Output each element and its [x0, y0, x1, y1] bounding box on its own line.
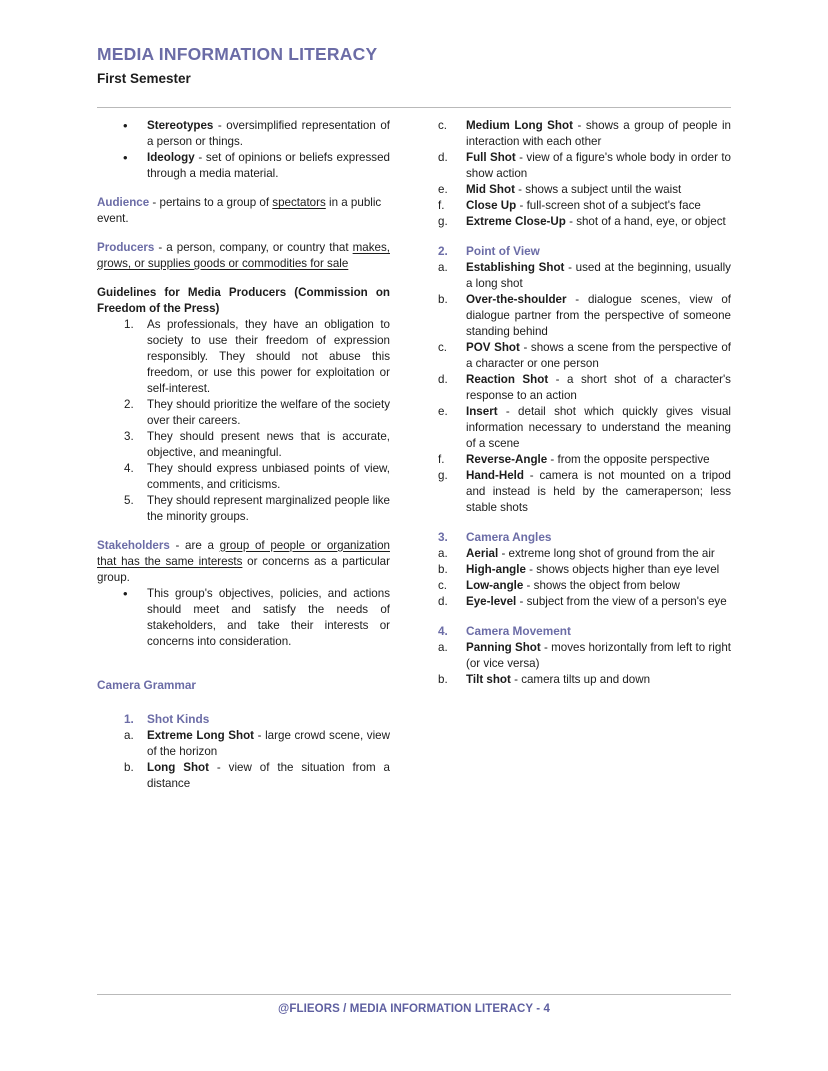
section-point-of-view: 2. Point of View — [438, 243, 731, 259]
term-label: POV Shot — [466, 341, 520, 355]
term-definition: large crowd scene, view of the horizon — [147, 729, 390, 759]
spacer — [97, 227, 390, 240]
term-label: Aerial — [466, 547, 499, 561]
list-item — [97, 760, 390, 792]
list-item — [438, 198, 731, 214]
term-definition: view of the situation from a distance — [147, 761, 390, 791]
list-item — [438, 404, 731, 452]
term-definition: shows objects higher than eye level — [536, 563, 720, 577]
dash: - — [194, 150, 206, 164]
list-item — [438, 292, 731, 340]
term-label: Close Up — [466, 198, 517, 212]
page-footer: @FLIEORS / MEDIA INFORMATION LITERACY - 4 — [278, 1003, 550, 1015]
term-label: Extreme Close-Up — [466, 214, 566, 228]
dash: - — [516, 595, 527, 609]
audience-text-before: pertains to a group of — [159, 195, 273, 209]
dash: - — [213, 119, 227, 132]
dash: - — [149, 195, 160, 209]
list-item — [438, 372, 731, 404]
term-label: Establishing Shot — [466, 261, 565, 275]
term-definition: shot of a hand, eye, or object — [576, 214, 726, 228]
section-camera-movement: 4. Camera Movement — [438, 623, 731, 639]
list-item — [97, 728, 390, 760]
term-label: Hand-Held — [466, 468, 524, 482]
list-item — [438, 150, 731, 182]
stakeholders-paragraph — [97, 538, 390, 586]
producers-text-before: a person, company, or country that — [166, 240, 353, 254]
dash: - — [510, 673, 522, 687]
page-subtitle: First Semester — [97, 70, 191, 86]
audience-term: Audience — [97, 195, 150, 209]
term-definition: shows a group of people in interaction with each other — [466, 119, 731, 148]
term-definition: camera tilts up and down — [521, 673, 651, 687]
stakeholders-term: Stakeholders — [97, 538, 170, 552]
list-item: They should present news that is accurate, objective, and meaningful. — [147, 429, 390, 459]
dash: - — [254, 729, 266, 743]
dash: - — [209, 761, 229, 775]
spacer — [438, 230, 731, 243]
dash: - — [565, 214, 577, 228]
point-of-view-list — [438, 260, 731, 516]
section-camera-angles: 3. Camera Angles — [438, 529, 731, 545]
list-item — [97, 150, 390, 182]
camera-angles-list — [438, 546, 731, 610]
section-shot-kinds: 1. Shot Kinds — [97, 711, 390, 727]
dash: - — [564, 261, 576, 275]
term-definition: shows a subject until the waist — [525, 182, 682, 196]
list-item — [97, 118, 390, 150]
spacer — [97, 525, 390, 538]
term-definition: view of a figure's whole body in order to show action — [466, 150, 731, 180]
list-item — [438, 562, 731, 578]
dash: - — [515, 150, 527, 164]
term-definition: full-screen shot of a subject's face — [526, 198, 701, 212]
stakeholders-bullet-list — [97, 586, 390, 650]
term-definition: extreme long shot of ground from the air — [508, 547, 715, 561]
list-item: As professionals, they have an obligation to society to use their freedom of expression responsibly. They should not abuse this freedom, or use this power for exploitation or self-interest. — [147, 317, 390, 395]
dash: - — [519, 341, 531, 355]
list-item — [438, 578, 731, 594]
term-label: Over-the-shoulder — [466, 293, 567, 307]
list-item: They should express unbiased points of view, comments, and criticisms. — [147, 461, 390, 491]
term-label: Ideology — [147, 150, 195, 164]
term-label: High-angle — [466, 563, 526, 577]
dash: - — [514, 182, 526, 196]
stakeholders-underlined: group of people or organization that has the same interests — [97, 538, 390, 568]
camera-grammar-heading: Camera Grammar — [97, 678, 197, 693]
list-item — [438, 182, 731, 198]
spacer — [97, 182, 390, 195]
term-label: Reaction Shot — [466, 373, 549, 387]
dash: - — [498, 547, 509, 561]
term-definition: used at the beginning, usually a long shot — [466, 261, 731, 291]
term-definition: moves horizontally from left to right (or vice versa) — [466, 641, 731, 671]
audience-paragraph — [97, 195, 390, 227]
spacer — [438, 516, 731, 529]
audience-underlined: spectators — [272, 195, 326, 209]
dash: - — [516, 198, 527, 212]
term-label: Stereotypes — [147, 119, 214, 132]
spacer — [438, 610, 731, 623]
shot-kinds-list — [97, 728, 390, 792]
term-label: Eye-level — [466, 595, 517, 609]
term-label: Mid Shot — [466, 182, 515, 196]
header-divider — [97, 107, 731, 108]
list-item — [438, 340, 731, 372]
term-definition: detail shot which quickly gives visual information necessary to understand the meaning of a scene — [466, 405, 731, 450]
term-definition: shows the object from below — [533, 579, 680, 593]
term-label: Insert — [466, 405, 498, 419]
dash: - — [547, 452, 558, 466]
top-terms-bullet-list — [97, 118, 390, 182]
list-item: They should represent marginalized people like the minority groups. — [147, 493, 390, 523]
term-definition: from the opposite perspective — [557, 452, 710, 466]
term-label: Full Shot — [466, 150, 516, 164]
footer-divider — [97, 994, 731, 995]
producers-term: Producers — [97, 240, 155, 254]
term-definition: set of opinions or beliefs expressed through a media material. — [147, 150, 390, 180]
dash: - — [497, 405, 519, 419]
term-label: Extreme Long Shot — [147, 729, 255, 743]
term-definition: camera is not mounted on a tripod and instead is held by the cameraperson; less stable shots — [466, 468, 731, 514]
dash: - — [548, 373, 568, 387]
term-definition: a short shot of a character's response to an action — [466, 373, 731, 403]
producers-paragraph — [97, 240, 390, 272]
list-item: They should prioritize the welfare of the society over their careers. — [147, 397, 390, 427]
spacer — [97, 704, 390, 711]
list-item — [438, 672, 731, 688]
guidelines-heading: Guidelines for Media Producers (Commission on Freedom of the Press) — [97, 285, 390, 315]
list-item — [438, 546, 731, 562]
guidelines-numbered-list — [97, 317, 390, 525]
page-title: MEDIA INFORMATION LITERACY — [97, 44, 378, 64]
spacer — [97, 650, 390, 667]
audience-text-after: in a public event. — [97, 195, 382, 225]
right-column — [438, 118, 731, 688]
left-column — [97, 118, 390, 792]
term-definition: shows a scene from the perspective of a character or one person — [466, 341, 731, 371]
spacer — [97, 272, 390, 285]
two-column-body — [97, 118, 731, 983]
term-definition: oversimplified representation of a person or things. — [147, 119, 390, 148]
list-item — [438, 260, 731, 292]
dash: - — [154, 240, 167, 254]
term-label: Tilt shot — [466, 673, 511, 687]
list-item — [438, 214, 731, 230]
dash: - — [525, 563, 537, 577]
list-item — [438, 452, 731, 468]
stakeholders-text-before: are a — [185, 538, 220, 552]
term-definition: dialogue scenes, view of dialogue partner from the perspective of someone standing behind — [466, 293, 731, 339]
camera-movement-list — [438, 640, 731, 688]
dash: - — [169, 538, 186, 552]
list-item — [438, 118, 731, 150]
list-item — [438, 594, 731, 610]
term-label: Reverse-Angle — [466, 452, 548, 466]
list-item — [438, 468, 731, 516]
term-label: Long Shot — [147, 761, 209, 775]
dash: - — [572, 119, 586, 132]
term-definition: subject from the view of a person's eye — [526, 595, 727, 609]
list-item — [438, 640, 731, 672]
dash: - — [523, 468, 540, 482]
dash: - — [566, 293, 588, 307]
term-label: Low-angle — [466, 579, 524, 593]
term-label: Medium Long Shot — [466, 119, 573, 132]
dash: - — [523, 579, 534, 593]
shot-kinds-continued-list — [438, 118, 731, 230]
term-label: Panning Shot — [466, 641, 541, 655]
list-item: • This group's objectives, policies, and actions should meet and satisfy the needs of stakeholders, and take their interests or concerns into consideration. — [97, 586, 390, 650]
stakeholders-text-after: or concerns as a particular group. — [97, 554, 390, 584]
dash: - — [540, 641, 552, 655]
producers-underlined: makes, grows, or supplies goods or commodities for sale — [97, 240, 390, 270]
page-header — [97, 44, 731, 87]
